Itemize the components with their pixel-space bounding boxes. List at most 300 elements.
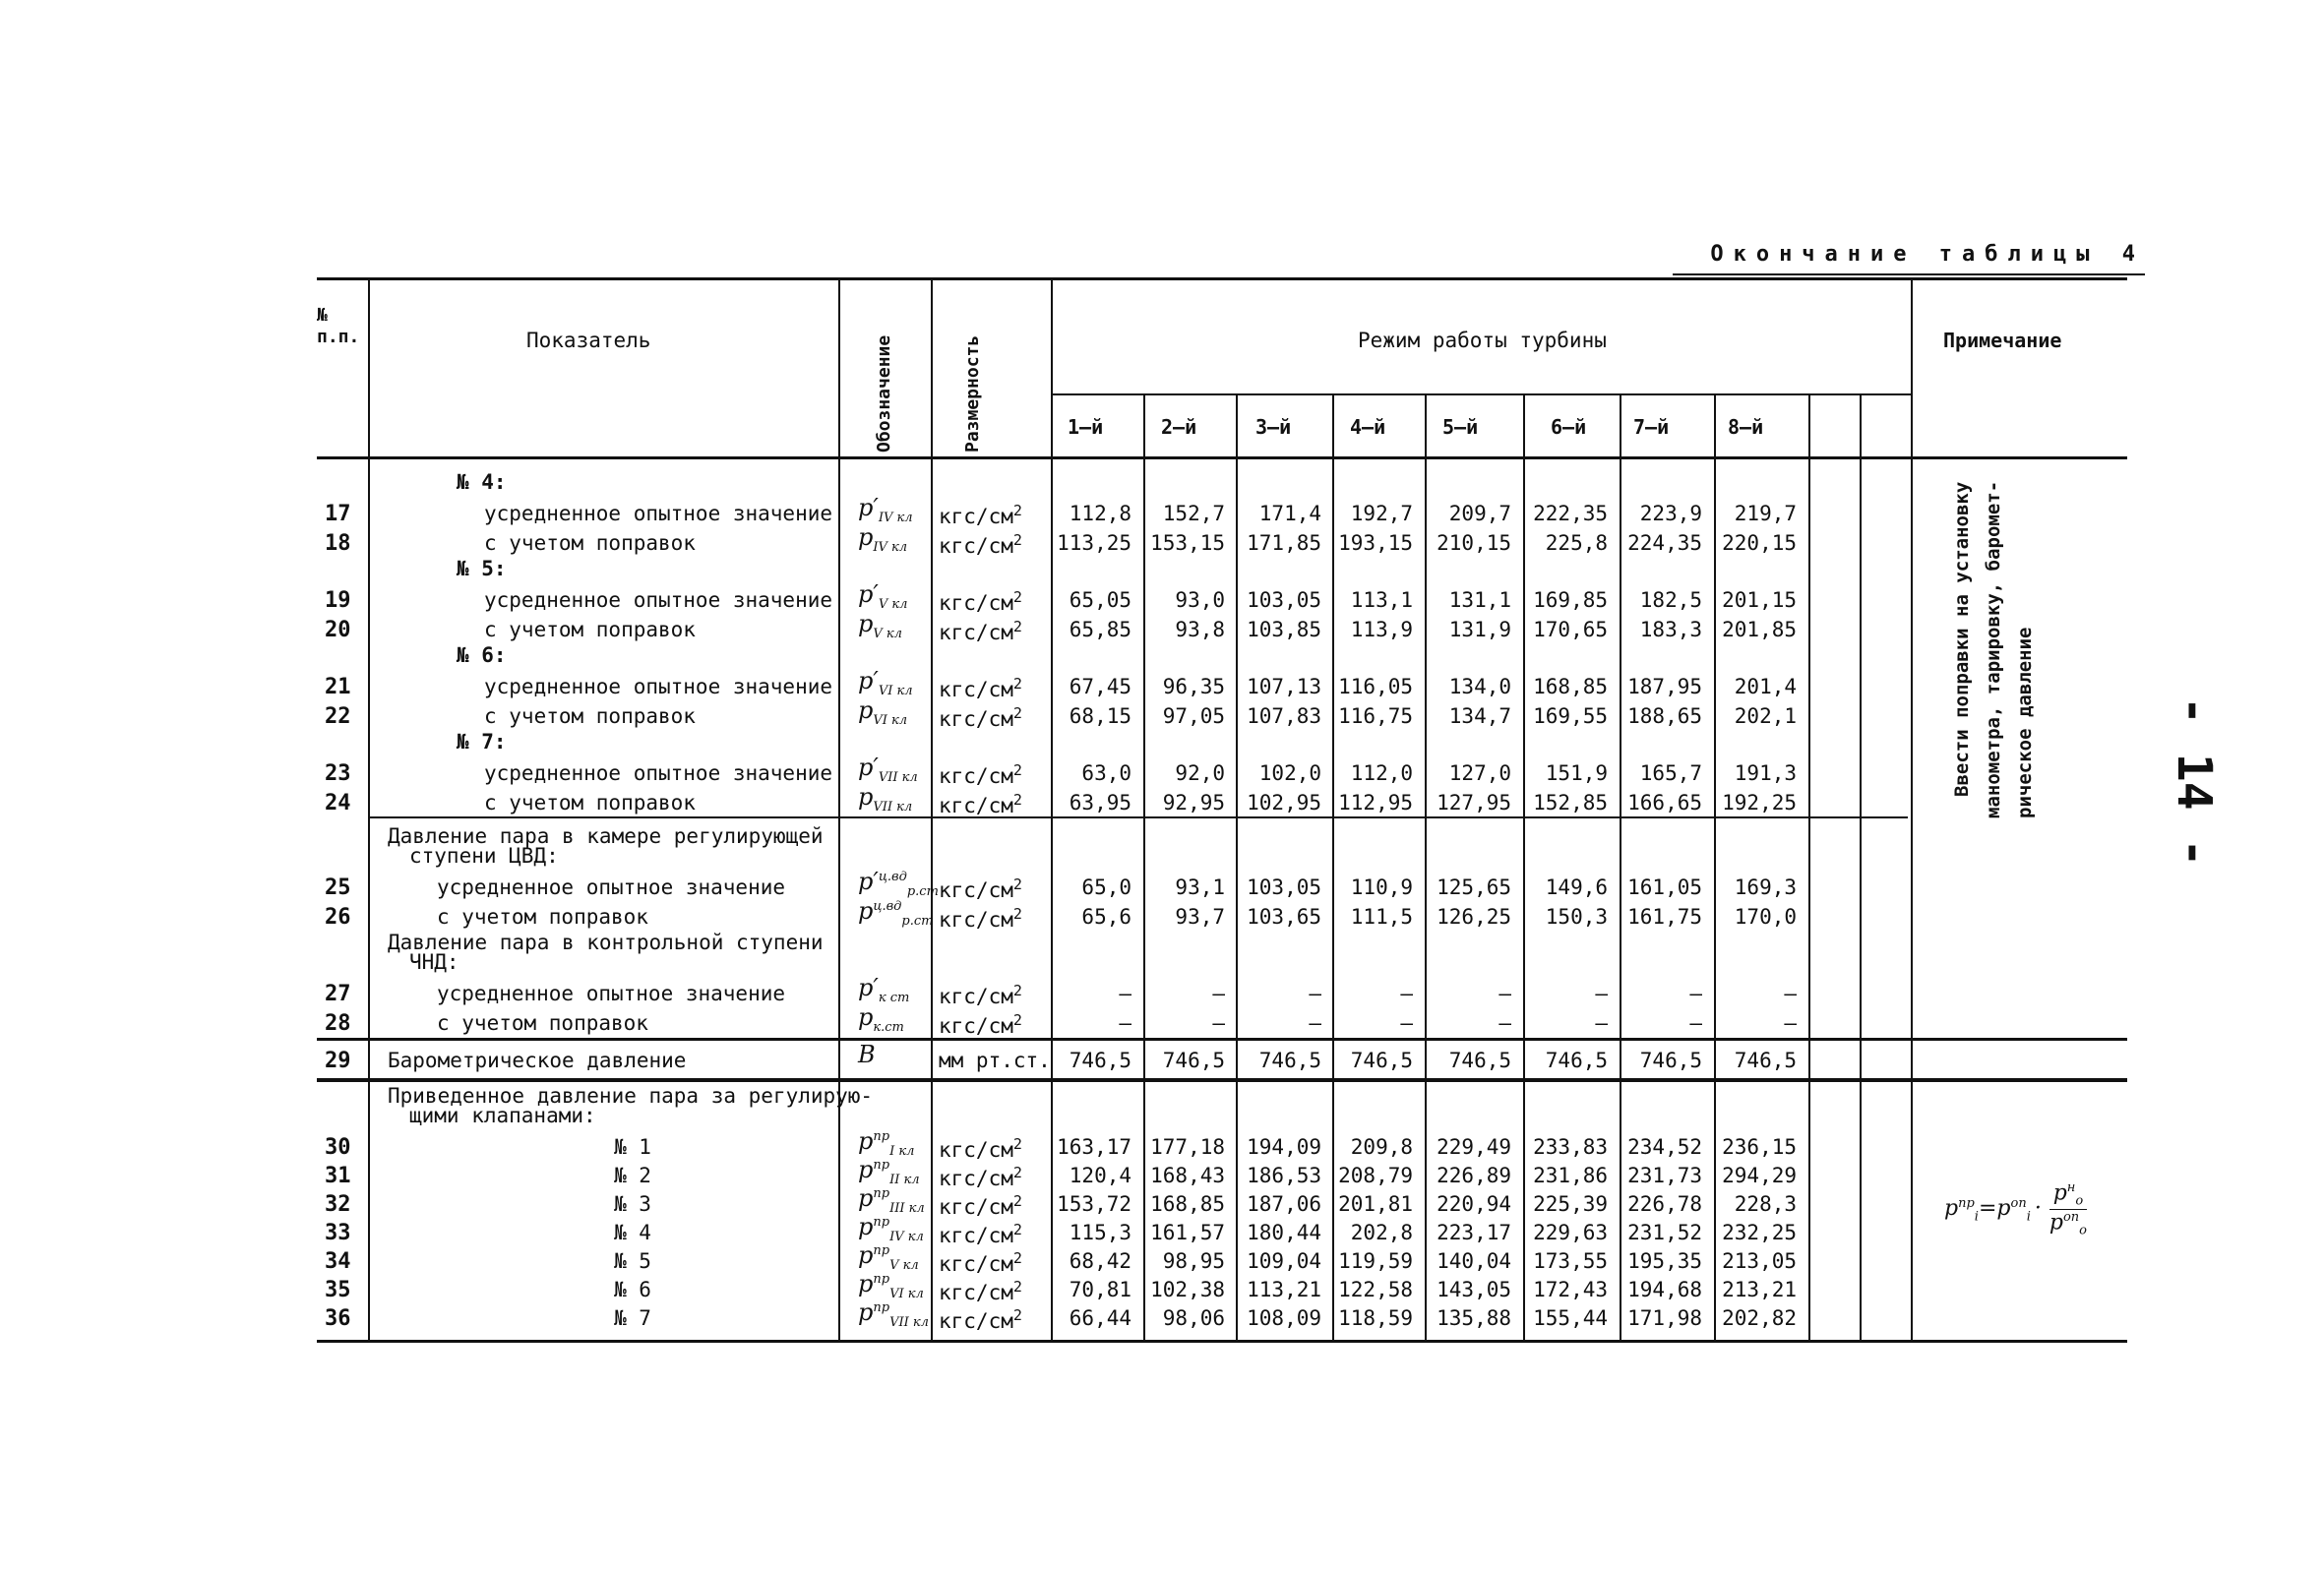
unit-sup: 2 — [1012, 1278, 1022, 1296]
header-mode-7: 7–й — [1633, 415, 1670, 439]
table-cell: 746,5 — [1448, 1049, 1511, 1072]
table-cell: 103,05 — [1247, 588, 1321, 612]
table-cell: 192,7 — [1350, 502, 1413, 525]
row-label: № 1 — [614, 1135, 651, 1159]
unit-sup: 2 — [1012, 588, 1022, 606]
table-cell: 134,7 — [1448, 704, 1511, 728]
row-number: 23 — [325, 761, 351, 786]
rule-bottom — [317, 1340, 2127, 1343]
note-line-3: рическое давление — [2014, 627, 2036, 818]
table-cell: 746,5 — [1069, 1049, 1131, 1072]
group-label-reduced-2: щими клапанами: — [409, 1104, 596, 1127]
row-unit — [939, 1011, 1022, 1038]
unit-main: кгс/см — [939, 621, 1013, 644]
row-unit — [939, 1249, 1022, 1276]
table-cell: – — [1309, 1011, 1321, 1035]
table-cell: 131,1 — [1448, 588, 1511, 612]
unit-main: кгс/см — [939, 1138, 1013, 1162]
unit-main: кгс/см — [939, 534, 1013, 558]
table-cell: – — [1119, 982, 1131, 1005]
table-cell: – — [1595, 1011, 1608, 1035]
row-label: усредненное опытное значение — [437, 875, 786, 899]
col-line-2 — [838, 277, 840, 1342]
row-symbol — [858, 1298, 929, 1330]
unit-main: мм рт.ст. — [939, 1049, 1051, 1072]
symbol-sub: VI кл — [889, 1286, 924, 1301]
symbol-main: p — [858, 783, 874, 811]
row-label: № 2 — [614, 1164, 651, 1187]
row-symbol — [858, 783, 912, 815]
row-symbol — [858, 494, 913, 525]
table-cell: 226,89 — [1437, 1164, 1511, 1187]
row-number: 28 — [325, 1011, 351, 1036]
table-cell: 140,04 — [1437, 1249, 1511, 1273]
table-cell: 195,35 — [1627, 1249, 1702, 1273]
row-number: 17 — [325, 502, 351, 526]
table-cell: 210,15 — [1437, 531, 1511, 555]
row-unit — [939, 1278, 1022, 1304]
row-symbol — [858, 523, 907, 555]
symbol-sub: III кл — [889, 1200, 925, 1216]
table-cell: – — [1400, 1011, 1413, 1035]
formula-dot: · — [2034, 1196, 2042, 1222]
row-label: с учетом поправок — [484, 618, 696, 641]
symbol-sub: VII кл — [878, 769, 918, 785]
symbol-sup: пр — [873, 1272, 890, 1287]
row-unit — [939, 675, 1022, 701]
table-cell: 155,44 — [1533, 1306, 1608, 1330]
rule-baro-bottom — [317, 1078, 2127, 1082]
table-cell: 169,55 — [1533, 704, 1608, 728]
table-cell: 131,9 — [1448, 618, 1511, 641]
table-cell: 746,5 — [1734, 1049, 1797, 1072]
symbol-main: p — [858, 1241, 874, 1269]
table-cell: 213,21 — [1722, 1278, 1797, 1301]
symbol-sub: VII кл — [889, 1314, 929, 1330]
symbol-main: p — [858, 523, 874, 551]
table-cell: 93,7 — [1175, 905, 1225, 929]
symbol-sub: VI кл — [873, 712, 908, 728]
table-cell: 98,95 — [1162, 1249, 1225, 1273]
symbol-sup: пр — [873, 1243, 890, 1258]
table-cell: – — [1212, 1011, 1225, 1035]
row-number: 32 — [325, 1192, 351, 1217]
table-cell: 746,5 — [1162, 1049, 1225, 1072]
symbol-main: p — [858, 1298, 874, 1326]
table-cell: 122,58 — [1338, 1278, 1413, 1301]
table-cell: 172,43 — [1533, 1278, 1608, 1301]
symbol-main: p — [858, 897, 874, 925]
unit-sup: 2 — [1012, 1011, 1022, 1029]
row-number: 19 — [325, 588, 351, 613]
unit-sup: 2 — [1012, 875, 1022, 893]
symbol-sub: IV кл — [873, 539, 908, 555]
table-cell: 225,39 — [1533, 1192, 1608, 1216]
symbol-sub: р.ст — [901, 913, 934, 929]
table-cell: 202,1 — [1734, 704, 1797, 728]
table-cell: – — [1400, 982, 1413, 1005]
page-number: - 14 - — [2167, 696, 2222, 868]
table-cell: 173,55 — [1533, 1249, 1608, 1273]
row-label: с учетом поправок — [484, 704, 696, 728]
table-cell: 161,75 — [1627, 905, 1702, 929]
row-symbol — [858, 667, 913, 698]
row-symbol — [858, 1184, 925, 1216]
table-cell: 231,86 — [1533, 1164, 1608, 1187]
table-cell: 125,65 — [1437, 875, 1511, 899]
row-symbol — [858, 580, 907, 612]
symbol-sub: V кл — [889, 1257, 919, 1273]
table-cell: 182,5 — [1639, 588, 1702, 612]
formula-den: p — [2049, 1210, 2063, 1236]
table-cell: 201,4 — [1734, 675, 1797, 698]
table-cell: 152,85 — [1533, 791, 1608, 815]
table-cell: 135,88 — [1437, 1306, 1511, 1330]
table-cell: 165,7 — [1639, 761, 1702, 785]
table-cell: 65,6 — [1081, 905, 1131, 929]
header-indicator: Показатель — [526, 329, 651, 352]
formula-lhs-sup: пр — [1958, 1195, 1975, 1211]
table-cell: – — [1689, 982, 1702, 1005]
symbol-sup: пр — [873, 1300, 890, 1315]
formula-den-sup: оп — [2062, 1209, 2080, 1225]
table-cell: 68,15 — [1069, 704, 1131, 728]
table-cell: 222,35 — [1533, 502, 1608, 525]
formula-rhs-sub: i — [2026, 1209, 2031, 1225]
table-cell: 226,78 — [1627, 1192, 1702, 1216]
unit-sup: 2 — [1012, 905, 1022, 923]
header-note: Примечание — [1943, 329, 2062, 352]
note-line-2: манометра, тарировку, баромет- — [1983, 480, 2004, 818]
unit-main: кгс/см — [939, 1195, 1013, 1219]
note-formula — [1944, 1180, 2091, 1237]
row-number: 26 — [325, 905, 351, 930]
symbol-sup: ц.вд — [878, 870, 907, 884]
unit-main: кгс/см — [939, 908, 1013, 932]
symbol-sub: IV кл — [889, 1229, 924, 1244]
table-cell: 112,8 — [1069, 502, 1131, 525]
table-cell: 127,95 — [1437, 791, 1511, 815]
table-cell: 107,83 — [1247, 704, 1321, 728]
unit-sup: 2 — [1012, 704, 1022, 722]
symbol-sup: пр — [873, 1158, 890, 1173]
table-cell: 103,85 — [1247, 618, 1321, 641]
unit-main: кгс/см — [939, 707, 1013, 731]
table-cell: 219,7 — [1734, 502, 1797, 525]
unit-main: кгс/см — [939, 878, 1013, 902]
rule-mode-sub — [1051, 393, 1911, 395]
table-cell: 231,73 — [1627, 1164, 1702, 1187]
table-cell: 213,05 — [1722, 1249, 1797, 1273]
table-cell: – — [1784, 1011, 1797, 1035]
group-label-5: № 5: — [457, 557, 507, 580]
table-cell: 161,05 — [1627, 875, 1702, 899]
row-label: с учетом поправок — [484, 531, 696, 555]
table-cell: 201,81 — [1338, 1192, 1413, 1216]
row-symbol — [858, 1041, 876, 1068]
table-cell: 63,0 — [1081, 761, 1131, 785]
row-unit — [939, 1164, 1022, 1190]
table-cell: – — [1498, 1011, 1511, 1035]
rule-top — [317, 277, 2127, 280]
table-cell: 169,85 — [1533, 588, 1608, 612]
table-cell: 103,05 — [1247, 875, 1321, 899]
unit-main: кгс/см — [939, 985, 1013, 1008]
formula-numerator — [2049, 1180, 2088, 1210]
group-label-control-2: ЧНД: — [409, 950, 459, 974]
row-label: усредненное опытное значение — [484, 588, 833, 612]
table-cell: 192,25 — [1722, 791, 1797, 815]
row-number: 21 — [325, 675, 351, 699]
table-cell: 191,3 — [1734, 761, 1797, 785]
table-cell: 180,44 — [1247, 1221, 1321, 1244]
rule-caption — [1673, 273, 2145, 275]
row-unit — [939, 531, 1022, 558]
table-cell: 149,6 — [1545, 875, 1608, 899]
symbol-sup: ц.вд — [873, 899, 902, 914]
row-unit — [939, 875, 1022, 902]
symbol-main: p — [858, 1184, 874, 1212]
symbol-sub: к.ст — [873, 1019, 904, 1035]
rule-baro-top — [317, 1038, 2127, 1041]
table-cell: 170,65 — [1533, 618, 1608, 641]
note-line-1: Ввести поправки на установку — [1951, 481, 1973, 797]
row-number: 35 — [325, 1278, 351, 1302]
table-cell: 171,98 — [1627, 1306, 1702, 1330]
table-cell: 127,0 — [1448, 761, 1511, 785]
table-cell: 152,7 — [1162, 502, 1225, 525]
formula-eq: = — [1978, 1196, 1997, 1222]
table-cell: 120,4 — [1069, 1164, 1131, 1187]
table-cell: 171,85 — [1247, 531, 1321, 555]
symbol-sub: I кл — [889, 1143, 915, 1159]
symbol-sub: V кл — [878, 596, 908, 612]
table-cell: 746,5 — [1545, 1049, 1608, 1072]
table-cell: 153,72 — [1057, 1192, 1131, 1216]
unit-main: кгс/см — [939, 505, 1013, 528]
symbol-main: p — [858, 1270, 874, 1297]
table-cell: – — [1498, 982, 1511, 1005]
table-cell: 208,79 — [1338, 1164, 1413, 1187]
formula-rhs: p — [1996, 1196, 2011, 1222]
row-label: Барометрическое давление — [388, 1049, 687, 1072]
row-label: № 7 — [614, 1306, 651, 1330]
formula-fraction — [2046, 1180, 2091, 1237]
table-cell: 97,05 — [1162, 704, 1225, 728]
table-cell: 202,82 — [1722, 1306, 1797, 1330]
table-cell: 102,95 — [1247, 791, 1321, 815]
table-cell: 102,0 — [1258, 761, 1321, 785]
table-cell: 166,65 — [1627, 791, 1702, 815]
unit-main: кгс/см — [939, 1309, 1013, 1333]
row-label: усредненное опытное значение — [437, 982, 786, 1005]
table-cell: 746,5 — [1639, 1049, 1702, 1072]
table-cell: 67,45 — [1069, 675, 1131, 698]
unit-sup: 2 — [1012, 791, 1022, 809]
symbol-sub: VII кл — [873, 799, 913, 815]
row-unit — [939, 791, 1022, 817]
table-cell: 113,9 — [1350, 618, 1413, 641]
table-cell: 134,0 — [1448, 675, 1511, 698]
table-cell: 234,52 — [1627, 1135, 1702, 1159]
symbol-sup: пр — [873, 1215, 890, 1230]
row-unit — [939, 618, 1022, 644]
group-label-reduced: Приведенное давление пара за регулирую- — [388, 1084, 874, 1108]
table-cell: – — [1784, 982, 1797, 1005]
table-cell: 109,04 — [1247, 1249, 1321, 1273]
table-cell: 116,75 — [1338, 704, 1413, 728]
formula-num-sub: o — [2075, 1193, 2084, 1209]
table-cell: 228,3 — [1734, 1192, 1797, 1216]
group-label-7: № 7: — [457, 730, 507, 754]
row-number: 33 — [325, 1221, 351, 1245]
row-symbol — [858, 897, 933, 929]
table-cell: 98,06 — [1162, 1306, 1225, 1330]
row-number: 30 — [325, 1135, 351, 1160]
unit-sup: 2 — [1012, 1249, 1022, 1267]
table-cell: 92,0 — [1175, 761, 1225, 785]
col-line-m9 — [1860, 393, 1862, 1342]
table-cell: – — [1119, 1011, 1131, 1035]
table-cell: 65,85 — [1069, 618, 1131, 641]
row-number: 24 — [325, 791, 351, 815]
table-cell: 115,3 — [1069, 1221, 1131, 1244]
row-unit — [939, 982, 1022, 1008]
table-cell: 183,3 — [1639, 618, 1702, 641]
symbol-main: p — [858, 1127, 874, 1155]
formula-rhs-sup: оп — [2010, 1195, 2027, 1211]
table-cell: 63,95 — [1069, 791, 1131, 815]
unit-main: кгс/см — [939, 1252, 1013, 1276]
table-cell: 232,25 — [1722, 1221, 1797, 1244]
table-cell: 93,0 — [1175, 588, 1225, 612]
unit-main: кгс/см — [939, 764, 1013, 788]
row-unit — [939, 905, 1022, 932]
row-number: 25 — [325, 875, 351, 900]
header-num: № п.п. — [317, 305, 360, 347]
group-label-control: Давление пара в контрольной ступени — [388, 931, 824, 954]
table-cell: 186,53 — [1247, 1164, 1321, 1187]
header-mode-group: Режим работы турбины — [1358, 329, 1607, 352]
table-cell: 746,5 — [1258, 1049, 1321, 1072]
table-cell: 118,59 — [1338, 1306, 1413, 1330]
table-cell: 112,95 — [1338, 791, 1413, 815]
table-cell: 103,65 — [1247, 905, 1321, 929]
row-symbol — [858, 974, 909, 1005]
table-caption: Окончание таблицы 4 — [1710, 242, 2145, 267]
row-number: 31 — [325, 1164, 351, 1188]
table-cell: 236,15 — [1722, 1135, 1797, 1159]
formula-lhs: p — [1944, 1196, 1959, 1222]
table-cell: 168,85 — [1150, 1192, 1225, 1216]
table-cell: 93,1 — [1175, 875, 1225, 899]
row-unit — [939, 761, 1022, 788]
formula-num: p — [2052, 1180, 2067, 1206]
unit-sup: 2 — [1012, 761, 1022, 779]
row-symbol — [858, 868, 939, 899]
group-label-chamber: Давление пара в камере регулирующей — [388, 824, 824, 848]
row-label: с учетом поправок — [437, 1011, 648, 1035]
table-cell: 187,95 — [1627, 675, 1702, 698]
table-cell: 163,17 — [1057, 1135, 1131, 1159]
symbol-sub: IV кл — [878, 510, 913, 525]
unit-sup: 2 — [1012, 1164, 1022, 1181]
table-cell: 68,42 — [1069, 1249, 1131, 1273]
table-cell: 746,5 — [1350, 1049, 1413, 1072]
table-cell: 202,8 — [1350, 1221, 1413, 1244]
table-cell: 188,65 — [1627, 704, 1702, 728]
table-cell: 177,18 — [1150, 1135, 1225, 1159]
unit-sup: 2 — [1012, 618, 1022, 635]
table-cell: – — [1689, 1011, 1702, 1035]
row-label: с учетом поправок — [437, 905, 648, 929]
table-cell: 111,5 — [1350, 905, 1413, 929]
row-unit — [939, 1192, 1022, 1219]
formula-num-sup: н — [2066, 1180, 2076, 1195]
symbol-main: p′ — [858, 754, 879, 781]
unit-main: кгс/см — [939, 678, 1013, 701]
table-cell: 65,05 — [1069, 588, 1131, 612]
unit-main: кгс/см — [939, 1014, 1013, 1038]
table-cell: 229,63 — [1533, 1221, 1608, 1244]
table-cell: 225,8 — [1545, 531, 1608, 555]
header-mode-6: 6–й — [1551, 415, 1587, 439]
group-label-6: № 6: — [457, 643, 507, 667]
symbol-sub: р.ст — [906, 883, 939, 899]
table-cell: 223,17 — [1437, 1221, 1511, 1244]
table-cell: 119,59 — [1338, 1249, 1413, 1273]
symbol-sub: V кл — [873, 626, 902, 641]
row-unit — [939, 1135, 1022, 1162]
row-label: с учетом поправок — [484, 791, 696, 815]
row-symbol — [858, 1241, 919, 1273]
row-number: 29 — [325, 1049, 351, 1073]
table-cell: 233,83 — [1533, 1135, 1608, 1159]
unit-main: кгс/см — [939, 591, 1013, 615]
table-cell: 170,0 — [1734, 905, 1797, 929]
table-cell: 108,09 — [1247, 1306, 1321, 1330]
symbol-sub: VI кл — [878, 683, 913, 698]
symbol-sup: пр — [873, 1186, 890, 1201]
table-cell: 168,43 — [1150, 1164, 1225, 1187]
col-line-3 — [931, 277, 933, 1342]
symbol-main: p — [858, 1213, 874, 1240]
table-cell: 102,38 — [1150, 1278, 1225, 1301]
table-cell: – — [1309, 982, 1321, 1005]
rule-g4-end — [368, 816, 1908, 818]
table-cell: 116,05 — [1338, 675, 1413, 698]
table-cell: 161,57 — [1150, 1221, 1225, 1244]
row-symbol — [858, 1270, 924, 1301]
header-mode-5: 5–й — [1442, 415, 1479, 439]
symbol-main: p — [858, 1003, 874, 1031]
row-number: 34 — [325, 1249, 351, 1274]
table-cell: 143,05 — [1437, 1278, 1511, 1301]
symbol-main: p — [858, 696, 874, 724]
unit-sup: 2 — [1012, 982, 1022, 999]
table-cell: 187,06 — [1247, 1192, 1321, 1216]
header-mode-3: 3–й — [1255, 415, 1292, 439]
table-cell: 110,9 — [1350, 875, 1413, 899]
symbol-main: p′ — [858, 494, 879, 521]
table-cell: 113,25 — [1057, 531, 1131, 555]
unit-sup: 2 — [1012, 675, 1022, 693]
row-unit — [939, 704, 1022, 731]
table-cell: 92,95 — [1162, 791, 1225, 815]
table-cell: 294,29 — [1722, 1164, 1797, 1187]
table-cell: 169,3 — [1734, 875, 1797, 899]
group-label-chamber-2: ступени ЦВД: — [409, 844, 559, 868]
